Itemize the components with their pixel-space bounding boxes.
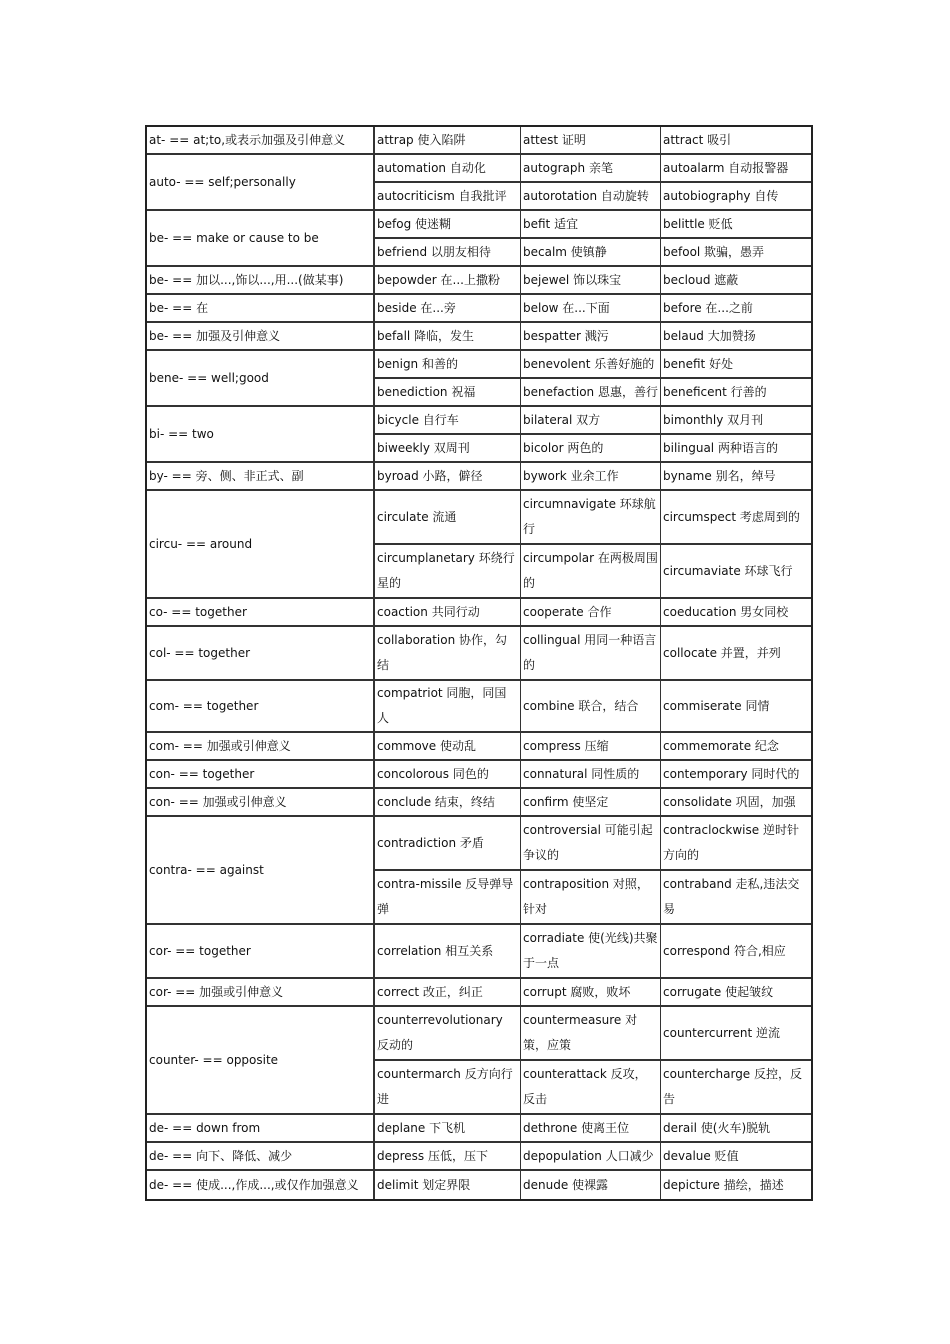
word-cell: correlation 相互关系 [375,925,521,979]
word-cell: cooperate 合作 [521,599,661,627]
word-cell: compress 压缩 [521,733,661,761]
prefix-cell: auto- == self;personally [147,155,375,211]
word-cell: becloud 遮蔽 [661,267,811,295]
word-cell: before 在...之前 [661,295,811,323]
word-cell: contemporary 同时代的 [661,761,811,789]
word-cell: befall 降临，发生 [375,323,521,351]
word-cell: circumpolar 在两极周围的 [521,545,661,599]
word-cell: derail 使(火车)脱轨 [661,1115,811,1143]
table-row [147,733,811,761]
word-cell: autograph 亲笔 [521,155,661,183]
word-cell: bilateral 双方 [521,407,661,435]
word-cell: circumnavigate 环球航行 [521,491,661,545]
word-cell: correct 改正，纠正 [375,979,521,1007]
word-cell: commove 使动乱 [375,733,521,761]
word-cell: attrap 使入陷阱 [375,127,521,155]
prefix-cell: cor- == together [147,925,375,979]
word-cell: benign 和善的 [375,351,521,379]
word-cell: consolidate 巩固，加强 [661,789,811,817]
word-cell: dethrone 使离王位 [521,1115,661,1143]
prefix-cell: com- == 加强或引伸意义 [147,733,375,761]
word-cell: befog 使迷糊 [375,211,521,239]
word-cell: bicolor 两色的 [521,435,661,463]
prefix-cell: col- == together [147,627,375,681]
table-row [147,1007,811,1061]
word-cell: autobiography 自传 [661,183,811,211]
table-row [147,491,811,545]
word-cell: bepowder 在...上撒粉 [375,267,521,295]
word-cell: circumspect 考虑周到的 [661,491,811,545]
prefix-cell: co- == together [147,599,375,627]
word-cell: befit 适宜 [521,211,661,239]
table-body [147,127,811,1199]
word-cell: beside 在...旁 [375,295,521,323]
prefix-cell: com- == together [147,681,375,733]
prefix-cell: de- == 向下、降低、减少 [147,1143,375,1171]
word-cell: connatural 同性质的 [521,761,661,789]
word-cell: corrugate 使起皱纹 [661,979,811,1007]
table-row [147,1115,811,1143]
word-cell: benefit 好处 [661,351,811,379]
word-cell: contraposition 对照，针对 [521,871,661,925]
table-row [147,323,811,351]
table-row [147,1171,811,1199]
word-cell: concolorous 同色的 [375,761,521,789]
word-cell: countercurrent 逆流 [661,1007,811,1061]
table-row [147,351,811,379]
word-cell: delimit 划定界限 [375,1171,521,1199]
word-cell: belittle 贬低 [661,211,811,239]
word-cell: benevolent 乐善好施的 [521,351,661,379]
word-cell: befool 欺骗，愚弄 [661,239,811,267]
table-row [147,127,811,155]
word-cell: combine 联合，结合 [521,681,661,733]
word-cell: automation 自动化 [375,155,521,183]
table-row [147,267,811,295]
word-cell: circumplanetary 环绕行星的 [375,545,521,599]
table-row [147,1143,811,1171]
word-cell: commiserate 同情 [661,681,811,733]
word-cell: depress 压低，压下 [375,1143,521,1171]
prefix-cell: cor- == 加强或引伸意义 [147,979,375,1007]
word-cell: autocriticism 自我批评 [375,183,521,211]
table-row [147,155,811,183]
word-cell: bilingual 两种语言的 [661,435,811,463]
word-cell: countermeasure 对策，应策 [521,1007,661,1061]
word-cell: collingual 用同一种语言的 [521,627,661,681]
table-row [147,407,811,435]
word-cell: byroad 小路，僻径 [375,463,521,491]
table-row [147,761,811,789]
word-cell: bejewel 饰以珠宝 [521,267,661,295]
word-cell: commemorate 纪念 [661,733,811,761]
prefix-cell: de- == down from [147,1115,375,1143]
word-cell: becalm 使镇静 [521,239,661,267]
prefix-cell: by- == 旁、侧、非正式、副 [147,463,375,491]
word-cell: circumaviate 环球飞行 [661,545,811,599]
prefix-cell: con- == together [147,761,375,789]
word-cell: bespatter 溅污 [521,323,661,351]
word-cell: contraband 走私,违法交易 [661,871,811,925]
word-cell: controversial 可能引起争议的 [521,817,661,871]
word-cell: circulate 流通 [375,491,521,545]
word-cell: depicture 描绘，描述 [663,1177,784,1192]
word-cell: bicycle 自行车 [375,407,521,435]
word-cell: befriend 以朋友相待 [375,239,521,267]
table-row [147,681,811,733]
table-row [147,627,811,681]
word-cell: depopulation 人口减少 [521,1143,661,1171]
table-row [147,817,811,871]
word-cell: bimonthly 双月刊 [661,407,811,435]
word-cell: biweekly 双周刊 [375,435,521,463]
word-cell: denude 使裸露 [521,1171,661,1199]
prefix-cell: be- == 在 [147,295,375,323]
word-cell: benefaction 恩惠，善行 [521,379,661,407]
prefix-cell: at- == at;to,或表示加强及引伸意义 [147,127,375,155]
table-row [147,789,811,817]
word-cell: coaction 共同行动 [375,599,521,627]
word-cell: byname 别名，绰号 [661,463,811,491]
prefix-cell: con- == 加强或引伸意义 [147,789,375,817]
word-cell: bywork 业余工作 [521,463,661,491]
word-cell: autoalarm 自动报警器 [661,155,811,183]
word-cell: countercharge 反控，反告 [661,1061,811,1115]
word-cell: contraclockwise 逆时针方向的 [661,817,811,871]
word-cell: attest 证明 [521,127,661,155]
word-cell: conclude 结束，终结 [375,789,521,817]
word-cell: benediction 祝福 [375,379,521,407]
word-cell: counterrevolutionary 反动的 [375,1007,521,1061]
word-cell: compatriot 同胞，同国人 [375,681,521,733]
prefix-cell: bi- == two [147,407,375,463]
prefix-vocabulary-table [145,125,813,1201]
word-cell: devalue 贬值 [661,1143,811,1171]
word-cell: beneficent 行善的 [661,379,811,407]
prefix-cell: contra- == against [147,817,375,925]
word-cell: counterattack 反攻，反击 [521,1061,661,1115]
word-cell: confirm 使坚定 [521,789,661,817]
table-row [147,599,811,627]
prefix-cell: circu- == around [147,491,375,599]
word-cell: coeducation 男女同校 [661,599,811,627]
word-cell: correspond 符合,相应 [661,925,811,979]
prefix-cell: de- == 使成...,作成...,或仅作加强意义 [147,1171,375,1199]
word-cell: collocate 并置，并列 [661,627,811,681]
word-cell: collaboration 协作，勾结 [375,627,521,681]
prefix-cell: counter- == opposite [147,1007,375,1115]
word-cell: contradiction 矛盾 [375,817,521,871]
table-row [147,463,811,491]
table-row [147,295,811,323]
table-row [147,979,811,1007]
table-row [147,211,811,239]
word-cell: corrupt 腐败，败坏 [521,979,661,1007]
word-cell: below 在...下面 [521,295,661,323]
word-cell: countermarch 反方向行进 [375,1061,521,1115]
word-cell: corradiate 使(光线)共聚于一点 [521,925,661,979]
word-cell: belaud 大加赞扬 [661,323,811,351]
table-row [147,925,811,979]
prefix-cell: be- == 加强及引伸意义 [147,323,375,351]
prefix-cell: bene- == well;good [147,351,375,407]
word-cell: attract 吸引 [661,127,811,155]
word-cell: contra-missile 反导弹导弹 [375,871,521,925]
word-cell: autorotation 自动旋转 [521,183,661,211]
prefix-cell: be- == 加以...,饰以...,用...(做某事) [147,267,375,295]
word-cell: deplane 下飞机 [375,1115,521,1143]
prefix-cell: be- == make or cause to be [147,211,375,267]
